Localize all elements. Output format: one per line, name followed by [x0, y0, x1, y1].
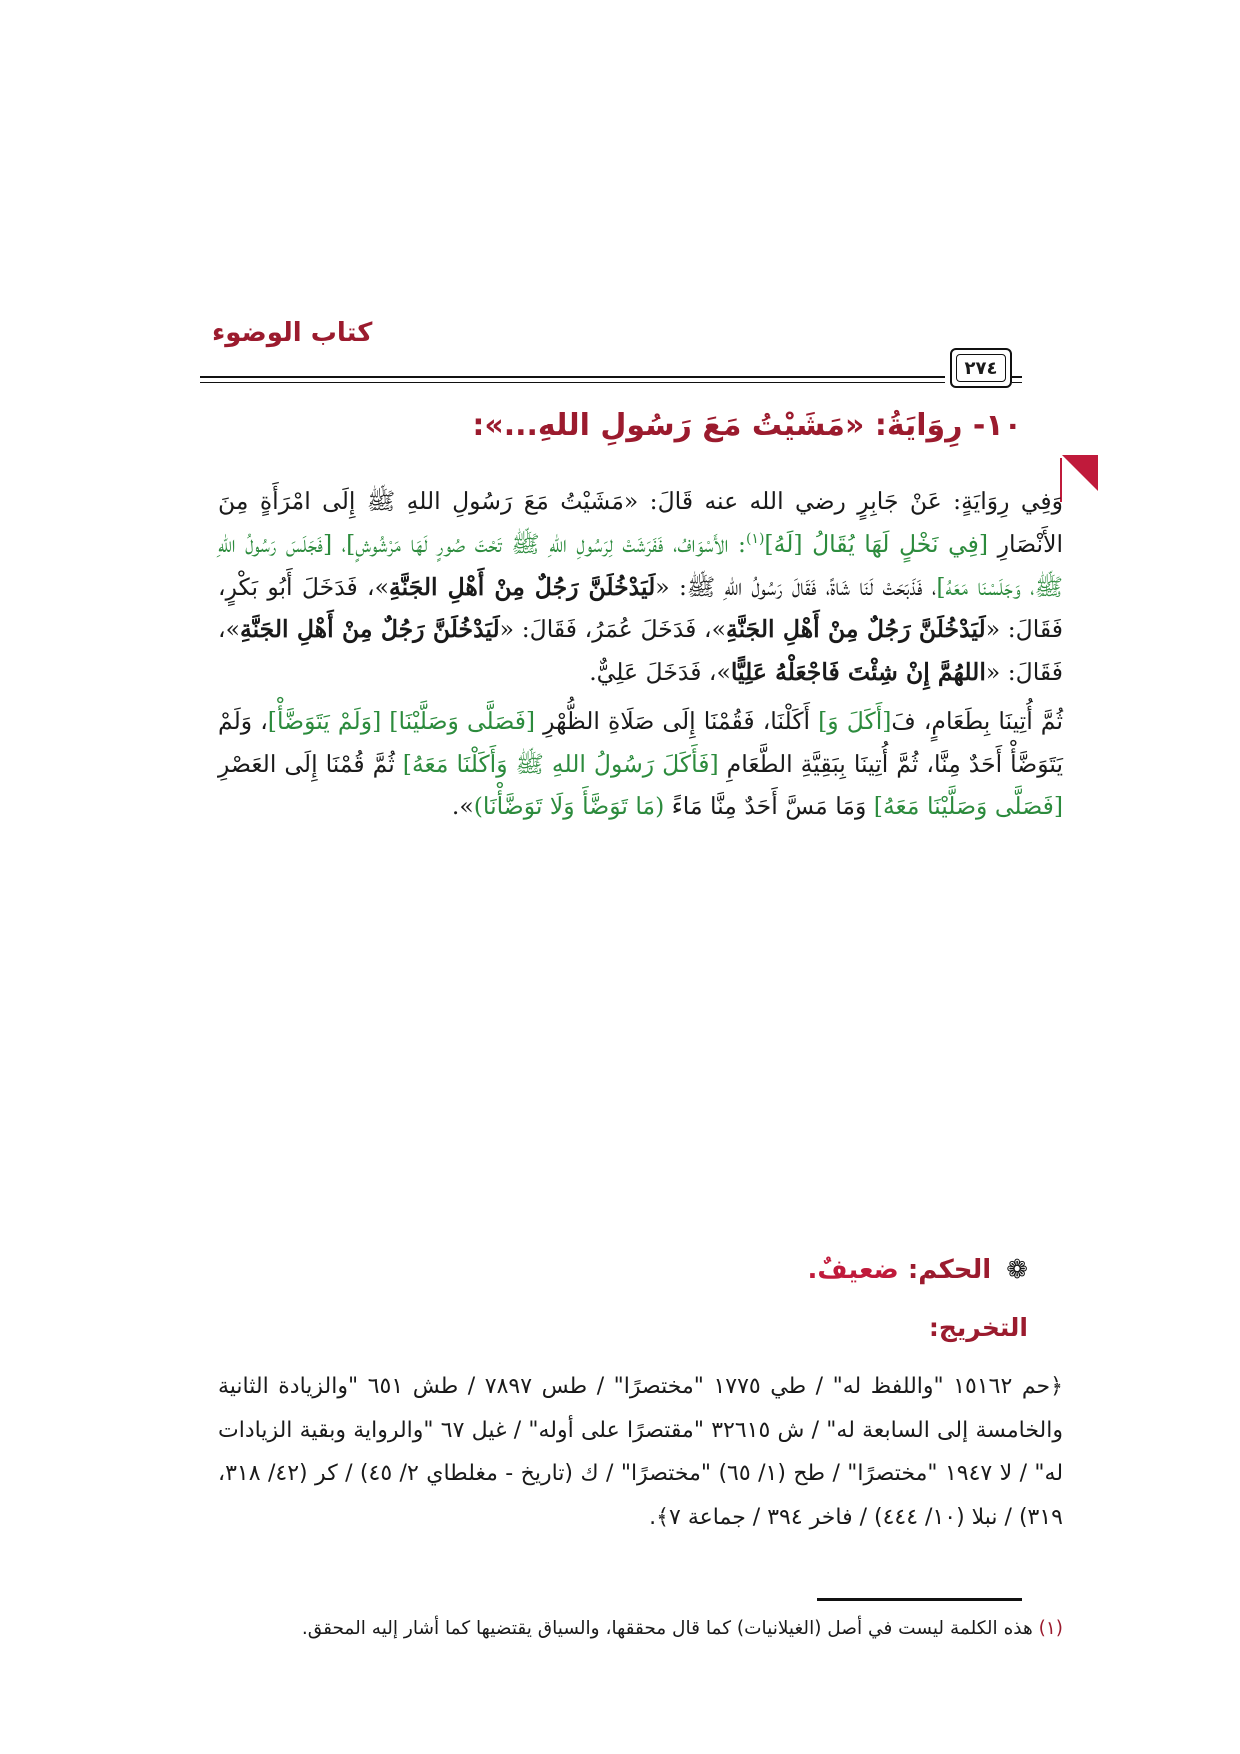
text-segment: وَفِي رِوَايَةٍ: عَنْ جَابِرٍ رضي الله عنه قَالَ: «مَشَيْتُ مَعَ رَسُولِ اللهِ ﷺ إِلَى امْرَأَةٍ مِنَ الأَنْصَارِ: [218, 487, 1063, 558]
text-segment: ، وَلَمْ يَتَوَضَّأْ أَحَدٌ مِنَّا، ثُمَّ أُتِينَا بِبَقِيَّةِ الطَّعَامِ: [218, 706, 1063, 778]
text-segment: لَيَدْخُلَنَّ رَجُلٌ مِنْ أَهْلِ الجَنَّةِ: [389, 572, 656, 601]
takhrij-text: ﴿حم ١٥١٦٢ "واللفظ له" / طي ١٧٧٥ "مختصرًا" / طس ٧٨٩٧ / طش ٦٥١ "والزيادة الثانية والخامسة إلى السابعة له" / ش ٣٢٦١٥ "مقتصرًا على أوله" / غيل ٦٧ "والرواية وبقية الزيادات له" / لا ١٩٤٧ "مختصرًا" / طح (١/ ٦٥) "مختصرًا" / ك (تاريخ - مغلطاي ٢/ ٤٥) / كر (٤٢/ ٣١٨، ٣١٩) / نبلا (١٠/ ٤٤٤) / فاخر ٣٩٤ / جماعة ٧﴾.: [218, 1374, 1064, 1530]
text-segment: (مَا تَوَضَّأَ وَلَا تَوَضَّأْنَا): [473, 792, 665, 821]
rosette-icon: ❁: [1006, 1255, 1028, 1285]
text-segment: [فَصَلَّى وَصَلَّيْنَا مَعَهُ]: [873, 792, 1063, 821]
text-segment: [فَصَلَّى وَصَلَّيْنَا] [وَلَمْ يَتَوَضَّأْ]: [267, 706, 536, 735]
page-number: ٢٧٤: [956, 354, 1006, 382]
header-rule-short-thin: [1012, 382, 1022, 383]
book-title: كتاب الوضوء: [212, 318, 373, 348]
hadith-paragraph-2: [218, 700, 1063, 828]
text-segment: »، فَقَالَ: «: [218, 615, 1063, 687]
header-rule: [200, 376, 945, 378]
text-segment: ، فَذَبَحَتْ لَنَا شَاةً، فَقَالَ رَسُولُ اللهِ ﷺ: «: [655, 572, 937, 601]
text-segment: [أَكَلَ وَ]: [818, 706, 892, 735]
ruling: [807, 1255, 1028, 1285]
text-segment: (١): [745, 530, 765, 547]
text-segment: لَيَدْخُلَنَّ رَجُلٌ مِنْ أَهْلِ الجَنَّةِ: [239, 615, 500, 644]
footnote-text: هذه الكلمة ليست في أصل (الغيلانيات) كما قال محققها، والسياق يقتضيها كما أشار إليه المحقق.: [301, 1618, 1033, 1639]
text-segment: »، فَدَخَلَ عَلِيٌّ.: [589, 658, 731, 687]
text-segment: ».: [451, 792, 474, 821]
text-segment: [فَأَكَلَ رَسُولُ اللهِ ﷺ وَأَكَلْنَا مَعَهُ]: [402, 749, 719, 778]
text-segment: [فِي نَخْلٍ لَهَا يُقَالُ [لَهُ]: [764, 529, 989, 558]
footnote-number: (١): [1038, 1618, 1063, 1639]
text-segment: لَيَدْخُلَنَّ رَجُلٌ مِنْ أَهْلِ الجَنَّةِ: [725, 615, 986, 644]
section-title: ١٠- رِوَايَةُ: «مَشَيْتُ مَعَ رَسُولِ اللهِ...»:: [472, 408, 1022, 443]
footnote-divider: [817, 1598, 1022, 1601]
text-segment: »، فَدَخَلَ أَبُو بَكْرٍ، فَقَالَ: «: [218, 572, 1063, 644]
text-segment: ثُمَّ قُمْنَا إِلَى العَصْرِ: [218, 749, 403, 778]
hadith-paragraph-1: [218, 480, 1063, 694]
header-rule-thin: [200, 382, 945, 383]
text-segment: اللهُمَّ إِنْ شِئْتَ فَاجْعَلْهُ عَلِيًّا: [730, 658, 986, 687]
ruling-label: الحكم:: [907, 1255, 992, 1285]
page-header: [200, 318, 1020, 388]
ruling-value: ضعيفٌ.: [807, 1255, 899, 1285]
text-segment: ثُمَّ أُتِينَا بِطَعَامٍ، فَ: [891, 706, 1063, 735]
page-number-frame: [950, 348, 1012, 388]
text-segment: أَكَلْنَا، فَقُمْنَا إِلَى صَلَاةِ الظُّهْرِ: [535, 706, 819, 735]
corner-ornament-icon: [1062, 455, 1098, 491]
text-segment: : الأَسْوَافُ، فَفَرَشَتْ لِرَسُولِ اللهِ ﷺ تَحْتَ صُورٍ لَهَا مَرْشُوشٍ]، [فَجَلَسَ رَسُولُ اللهِ ﷺ، وَجَلَسْنَا مَعَهُ]: [218, 529, 1063, 601]
hadith-text: [218, 480, 1063, 834]
header-rule-short: [1012, 376, 1022, 378]
takhrij-heading: التخريج:: [928, 1313, 1028, 1342]
footnote: [218, 1612, 1063, 1646]
text-segment: وَمَا مَسَّ أَحَدٌ مِنَّا مَاءً: [664, 792, 874, 821]
text-segment: »، فَدَخَلَ عُمَرُ، فَقَالَ: «: [499, 615, 726, 644]
